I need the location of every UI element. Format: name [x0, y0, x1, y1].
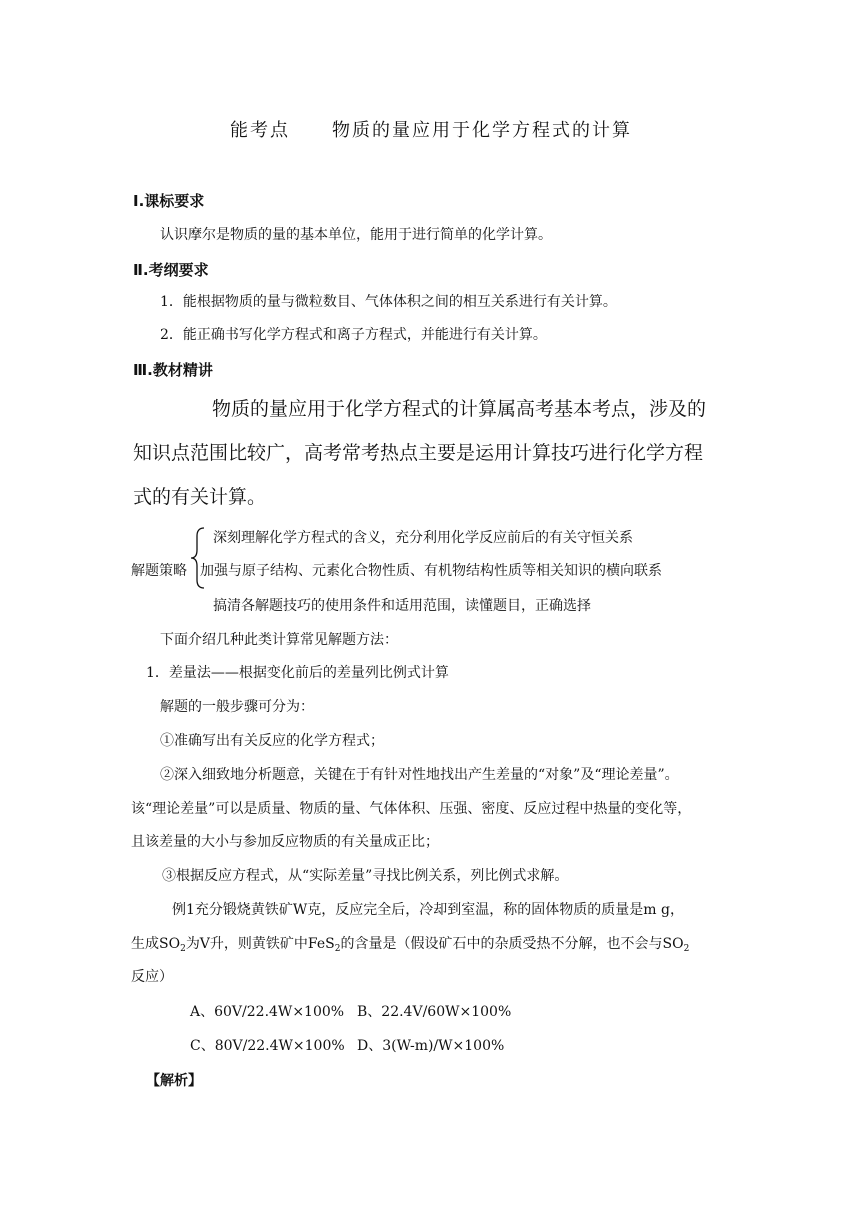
analysis-label: 【解析】	[146, 1073, 202, 1089]
option-a: A、60V/22.4W×100%	[190, 1004, 345, 1020]
section-heading-2: Ⅱ.考纲要求	[133, 261, 209, 279]
strategy-item-1: 深刻理解化学方程式的含义，充分利用化学反应前后的有关守恒关系	[213, 530, 633, 546]
step-3: ③根据反应方程式，从“实际差量”寻找比例关系，列比例式求解。	[162, 868, 569, 884]
title-prefix: 能考点	[230, 120, 290, 141]
example-line-2	[131, 934, 689, 959]
example-line-2-b: 为V升，则黄铁矿中FeS	[185, 936, 335, 952]
intro-line-3: 式的有关计算。	[133, 486, 267, 508]
intro-line-2: 知识点范围比较广，高考常考热点主要是运用计算技巧进行化学方程	[133, 442, 704, 464]
subscript-3: 2	[683, 944, 690, 954]
step-1: ①准确写出有关反应的化学方程式；	[160, 733, 384, 749]
example-line-2-a: 生成SO	[131, 936, 181, 952]
methods-intro: 下面介绍几种此类计算常见解题方法：	[160, 632, 398, 648]
example-line-3: 反应）	[131, 969, 173, 985]
title-main: 物质的量应用于化学方程式的计算	[332, 120, 632, 141]
section-heading-3: Ⅲ.教材精讲	[133, 361, 213, 379]
strategy-label: 解题策略	[131, 563, 187, 579]
option-d: D、3(W-m)/W×100%	[357, 1038, 505, 1054]
option-c: C、80V/22.4W×100%	[190, 1038, 345, 1054]
subscript-2: 2	[334, 944, 341, 954]
subscript-1: 2	[180, 944, 186, 954]
example-line-1: 例1充分锻烧黄铁矿W克，反应完全后，冷却到室温，称的固体物质的质量是m g，	[172, 902, 684, 918]
method-1-title: 1．差量法——根据变化前后的差量列比例式计算	[146, 665, 449, 681]
section-heading-1: Ⅰ.课标要求	[133, 192, 205, 210]
section-1-text: 认识摩尔是物质的量的基本单位，能用于进行简单的化学计算。	[160, 227, 552, 243]
page-title	[230, 116, 632, 142]
step-2-line-1: ②深入细致地分析题意，关键在于有针对性地找出产生差量的“对象”及“理论差量”。	[160, 767, 679, 783]
step-2-line-2: 该“理论差量”可以是质量、物质的量、气体体积、压强、密度、反应过程中热量的变化等，	[131, 801, 692, 817]
strategy-item-2: 加强与原子结构、元素化合物性质、有机物结构性质等相关知识的横向联系	[200, 563, 662, 579]
requirement-item-1: 1．能根据物质的量与微粒数目、气体体积之间的相互关系进行有关计算。	[160, 294, 617, 310]
step-2-line-3: 且该差量的大小与参加反应物质的有关量成正比；	[131, 834, 439, 850]
example-line-2-c: 的含量是（假设矿石中的杂质受热不分解，也不会与SO	[340, 936, 684, 952]
requirement-item-2: 2．能正确书写化学方程式和离子方程式，并能进行有关计算。	[160, 327, 547, 343]
intro-line-1: 物质的量应用于化学方程式的计算属高考基本考点，涉及的	[212, 398, 707, 420]
option-b: B、22.4V/60W×100%	[357, 1004, 512, 1020]
steps-intro: 解题的一般步骤可分为：	[160, 699, 314, 715]
strategy-item-3: 搞清各解题技巧的使用条件和适用范围，读懂题目，正确选择	[213, 598, 591, 614]
